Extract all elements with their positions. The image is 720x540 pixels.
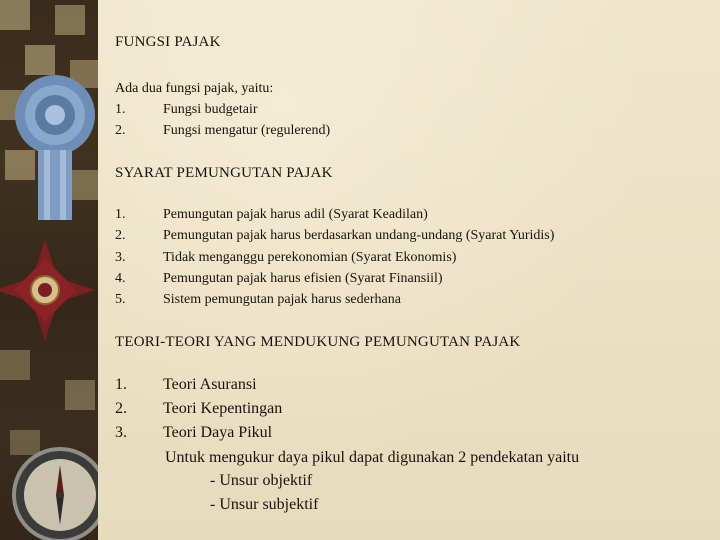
list-number: 2. — [115, 123, 126, 138]
note-text: Untuk mengukur daya pikul dapat digunakan 2 pendekatan yaitu — [165, 449, 580, 466]
heading-syarat-pemungutan: SYARAT PEMUNGUTAN PAJAK — [115, 165, 333, 181]
heading-teori-pemungutan: TEORI-TEORI YANG MENDUKUNG PEMUNGUTAN PAJAK — [115, 334, 521, 350]
list-item: Tidak menganggu perekonomian (Syarat Ekonomis) — [163, 250, 457, 265]
list-item: Pemungutan pajak harus efisien (Syarat Finansiil) — [163, 271, 443, 286]
list-item: Teori Kepentingan — [163, 400, 283, 417]
heading-fungsi-pajak: FUNGSI PAJAK — [115, 34, 221, 50]
list-number: 2. — [115, 228, 126, 243]
intro-text: Ada dua fungsi pajak, yaitu: — [115, 81, 274, 96]
list-item: Pemungutan pajak harus adil (Syarat Keadilan) — [163, 207, 428, 222]
list-number: 1. — [115, 102, 126, 117]
decorative-medal-photo — [0, 0, 98, 540]
list-item: Teori Asuransi — [163, 376, 257, 393]
list-item: Fungsi mengatur (regulerend) — [163, 123, 331, 138]
medal-compass-illustration — [0, 0, 98, 540]
list-item: Fungsi budgetair — [163, 102, 258, 117]
list-number: 1. — [115, 376, 127, 393]
sub-item: - Unsur objektif — [210, 472, 313, 489]
list-number: 4. — [115, 271, 126, 286]
list-number: 2. — [115, 400, 127, 417]
list-item: Pemungutan pajak harus berdasarkan undang-undang (Syarat Yuridis) — [163, 228, 555, 243]
list-number: 3. — [115, 424, 127, 441]
sub-item: - Unsur subjektif — [210, 496, 319, 513]
list-number: 5. — [115, 292, 126, 307]
list-number: 3. — [115, 250, 126, 265]
slide-content — [98, 0, 720, 540]
list-number: 1. — [115, 207, 126, 222]
list-item: Teori Daya Pikul — [163, 424, 273, 441]
list-item: Sistem pemungutan pajak harus sederhana — [163, 292, 401, 307]
